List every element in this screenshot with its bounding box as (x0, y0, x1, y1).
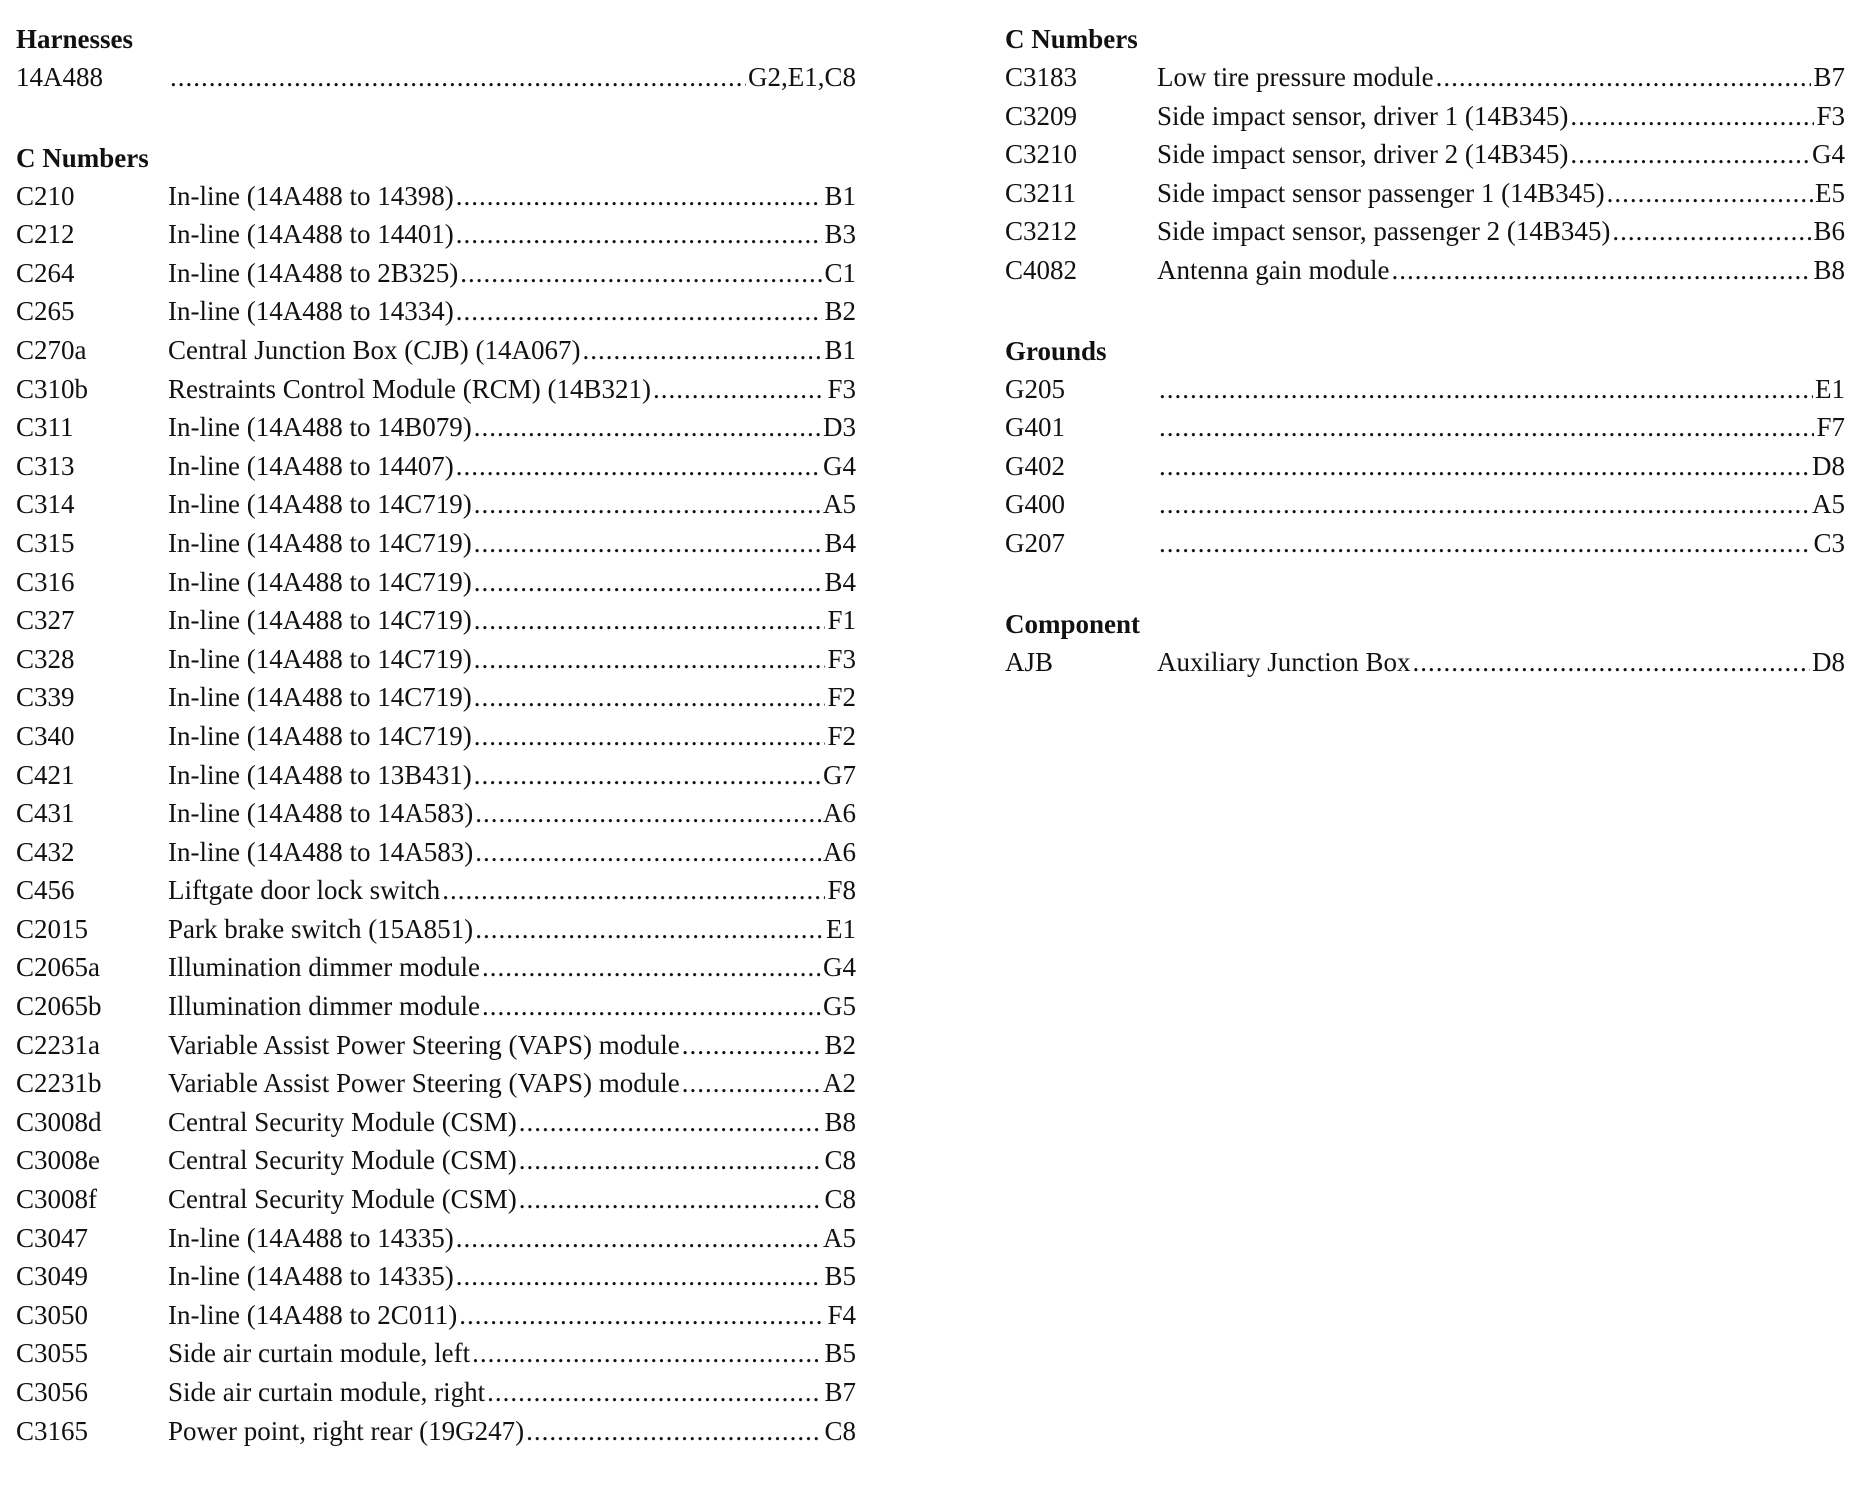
index-row (16, 871, 856, 910)
left-column (16, 20, 856, 1492)
connector-description: In-line (14A488 to 14C719) (168, 566, 472, 597)
grid-location: G5 (823, 991, 856, 1022)
connector-description: Illumination dimmer module (168, 991, 480, 1022)
connector-code: C339 (16, 682, 75, 713)
dot-leader (475, 833, 821, 872)
index-row (16, 524, 856, 563)
index-row (1005, 174, 1845, 213)
grid-location: B7 (824, 1377, 856, 1407)
index-row (1005, 643, 1845, 682)
dot-leader (475, 794, 821, 833)
index-row (16, 1412, 856, 1451)
grid-location: B4 (824, 566, 856, 597)
connector-code: C2231a (16, 1029, 100, 1060)
dot-leader (460, 254, 822, 293)
grid-location: C1 (824, 257, 856, 288)
dot-leader (582, 331, 822, 370)
connector-description: In-line (14A488 to 14407) (168, 450, 454, 481)
connector-description: Power point, right rear (19G247) (168, 1415, 525, 1446)
grid-location: B1 (824, 334, 856, 365)
connector-description: Side impact sensor, driver 2 (14B345) (1157, 139, 1569, 170)
grid-location: B1 (824, 180, 856, 211)
connector-code: C3212 (1005, 216, 1078, 247)
index-row (1005, 97, 1845, 136)
index-row (1005, 370, 1845, 409)
index-row (16, 678, 856, 717)
dot-leader (519, 1141, 823, 1180)
dot-leader (474, 756, 821, 795)
connector-description: In-line (14A488 to 14334) (168, 296, 454, 327)
dot-leader (682, 1026, 823, 1065)
index-row (1005, 58, 1845, 97)
connector-description: Auxiliary Junction Box (1157, 646, 1411, 677)
connector-description: In-line (14A488 to 14B079) (168, 412, 472, 443)
section-title: Grounds (1005, 335, 1107, 366)
section-rows (1005, 58, 1845, 290)
connector-description: Low tire pressure module (1157, 62, 1434, 92)
connector-description: Antenna gain module (1157, 254, 1390, 285)
connector-code: C4082 (1005, 254, 1078, 285)
grid-location: G2,E1,C8 (748, 62, 856, 92)
dot-leader (475, 910, 824, 949)
index-row (16, 1103, 856, 1142)
connector-code: C3165 (16, 1415, 89, 1446)
grid-location: A2 (823, 1068, 856, 1099)
connector-description: Central Security Module (CSM) (168, 1184, 517, 1215)
grid-location: D8 (1812, 646, 1845, 677)
index-row (16, 370, 856, 409)
index-row (1005, 212, 1845, 251)
connector-code: C340 (16, 720, 75, 751)
section-rows (1005, 643, 1845, 682)
index-row (16, 1064, 856, 1103)
connector-code: C264 (16, 257, 75, 288)
grid-location: F7 (1816, 412, 1845, 443)
dot-leader (1159, 524, 1811, 563)
dot-leader (1412, 643, 1810, 682)
connector-code: C3211 (1005, 177, 1077, 208)
grid-location: B7 (1813, 62, 1845, 92)
dot-leader (456, 215, 823, 254)
index-row (1005, 135, 1845, 174)
grid-location: F4 (827, 1299, 856, 1330)
right-column (1005, 20, 1845, 723)
harnesses-section (16, 20, 856, 97)
component-section (1005, 605, 1845, 682)
index-row (16, 1296, 856, 1335)
connector-description: Restraints Control Module (RCM) (14B321) (168, 373, 651, 404)
index-row (16, 833, 856, 872)
index-row (16, 756, 856, 795)
connector-description: In-line (14A488 to 14C719) (168, 605, 472, 636)
grid-location: F3 (1816, 100, 1845, 131)
grid-location: E5 (1815, 177, 1845, 208)
dot-leader (519, 1180, 823, 1219)
grid-location: F2 (827, 720, 856, 751)
connector-description: Central Security Module (CSM) (168, 1145, 517, 1176)
connector-description: Central Junction Box (CJB) (14A067) (168, 334, 581, 365)
grid-location: A5 (1812, 489, 1845, 520)
section-title: C Numbers (16, 142, 149, 173)
grid-location: B5 (824, 1338, 856, 1369)
connector-description: Side air curtain module, right (168, 1377, 486, 1407)
connector-code: C3055 (16, 1338, 89, 1369)
dot-leader (456, 292, 823, 331)
dot-leader (459, 1296, 825, 1335)
dot-leader (474, 717, 826, 756)
connector-code: C456 (16, 875, 75, 906)
dot-leader (456, 177, 823, 216)
dot-leader (1570, 135, 1810, 174)
connector-code: C314 (16, 489, 75, 520)
section-title: Component (1005, 608, 1141, 639)
dot-leader (456, 447, 821, 486)
index-row (16, 987, 856, 1026)
grid-location: B4 (824, 527, 856, 558)
connector-description: Liftgate door lock switch (168, 875, 441, 906)
grid-location: F8 (827, 875, 856, 906)
grid-location: B3 (824, 219, 856, 250)
connector-code: C316 (16, 566, 75, 597)
grid-location: F2 (827, 682, 856, 713)
dot-leader (487, 1373, 822, 1412)
section-rows (16, 58, 856, 97)
connector-description: In-line (14A488 to 14C719) (168, 489, 472, 520)
connector-code: C328 (16, 643, 75, 674)
connector-description: Side impact sensor passenger 1 (14B345) (1157, 177, 1605, 208)
connector-code: C3047 (16, 1222, 89, 1253)
dot-leader (1159, 370, 1813, 409)
index-row (16, 1141, 856, 1180)
connector-code: C210 (16, 180, 75, 211)
index-row (16, 601, 856, 640)
connector-code: C2065a (16, 952, 100, 983)
grid-location: G4 (823, 952, 856, 983)
connector-description: Park brake switch (15A851) (168, 913, 474, 944)
connector-description: In-line (14A488 to 14C719) (168, 720, 472, 751)
dot-leader (519, 1103, 823, 1142)
connector-code: G401 (1005, 412, 1065, 443)
dot-leader (474, 408, 821, 447)
connector-code: C3008e (16, 1145, 100, 1176)
index-row (16, 1026, 856, 1065)
connector-code: C327 (16, 605, 75, 636)
index-row (16, 717, 856, 756)
grid-location: B8 (824, 1106, 856, 1137)
connector-code: C3183 (1005, 62, 1078, 92)
connector-code: C3050 (16, 1299, 89, 1330)
connector-code: C3008f (16, 1184, 97, 1215)
index-row (16, 1180, 856, 1219)
grid-location: A6 (823, 836, 856, 867)
index-row (16, 563, 856, 602)
connector-description: In-line (14A488 to 13B431) (168, 759, 472, 790)
connector-code: C421 (16, 759, 75, 790)
dot-leader (474, 640, 826, 679)
dot-leader (682, 1064, 821, 1103)
index-row (16, 1373, 856, 1412)
connector-description: Side impact sensor, driver 1 (14B345) (1157, 100, 1569, 131)
grid-location: E1 (826, 913, 856, 944)
index-row (16, 408, 856, 447)
dot-leader (1159, 485, 1810, 524)
connector-code: C2065b (16, 991, 102, 1022)
grid-location: F3 (827, 373, 856, 404)
dot-leader (1436, 58, 1812, 97)
connector-code: C432 (16, 836, 75, 867)
index-row (1005, 524, 1845, 563)
connector-description: Illumination dimmer module (168, 952, 480, 983)
index-row (16, 447, 856, 486)
grid-location: A6 (823, 798, 856, 829)
connector-code: C3008d (16, 1106, 102, 1137)
connector-code: C313 (16, 450, 75, 481)
connector-description: In-line (14A488 to 14335) (168, 1222, 454, 1253)
section-title: C Numbers (1005, 24, 1138, 54)
connector-code: G205 (1005, 373, 1065, 404)
connector-description: In-line (14A488 to 14C719) (168, 643, 472, 674)
index-row (16, 485, 856, 524)
dot-leader (1570, 97, 1814, 136)
grid-location: C3 (1813, 527, 1845, 558)
index-row (16, 1257, 856, 1296)
connector-code: C3056 (16, 1377, 89, 1407)
grid-location: G4 (1812, 139, 1845, 170)
index-row (16, 640, 856, 679)
grounds-section (1005, 332, 1845, 563)
grid-location: B2 (824, 296, 856, 327)
index-row (16, 215, 856, 254)
connector-code: G207 (1005, 527, 1065, 558)
grid-location: G4 (823, 450, 856, 481)
grid-location: G7 (823, 759, 856, 790)
connector-description: In-line (14A488 to 14C719) (168, 682, 472, 713)
grid-location: B8 (1813, 254, 1845, 285)
dot-leader (1607, 174, 1813, 213)
connector-description: In-line (14A488 to 14C719) (168, 527, 472, 558)
grid-location: A5 (823, 1222, 856, 1253)
dot-leader (474, 601, 826, 640)
index-row (16, 331, 856, 370)
grid-location: C8 (824, 1415, 856, 1446)
c-numbers-section-right (1005, 20, 1845, 290)
index-row (16, 910, 856, 949)
dot-leader (472, 1334, 822, 1373)
index-row (1005, 408, 1845, 447)
dot-leader (526, 1412, 822, 1451)
dot-leader (474, 563, 823, 602)
grid-location: F1 (827, 605, 856, 636)
connector-code: C212 (16, 219, 75, 250)
dot-leader (456, 1219, 821, 1258)
connector-code: C270a (16, 334, 87, 365)
connector-description: In-line (14A488 to 14A583) (168, 836, 474, 867)
connector-description: Variable Assist Power Steering (VAPS) module (168, 1029, 680, 1060)
c-numbers-section-left (16, 139, 856, 1451)
index-row (16, 254, 856, 293)
dot-leader (474, 485, 821, 524)
dot-leader (170, 58, 746, 97)
connector-description: In-line (14A488 to 2C011) (168, 1299, 458, 1330)
index-row (16, 292, 856, 331)
grid-location: E1 (1815, 373, 1845, 404)
connector-description: Central Security Module (CSM) (168, 1106, 517, 1137)
index-row (16, 794, 856, 833)
connector-code: C315 (16, 527, 75, 558)
dot-leader (474, 678, 826, 717)
connector-description: In-line (14A488 to 14401) (168, 219, 454, 250)
dot-leader (1159, 447, 1810, 486)
index-row (16, 948, 856, 987)
connector-description: In-line (14A488 to 14398) (168, 180, 454, 211)
connector-code: G400 (1005, 489, 1065, 520)
dot-leader (1159, 408, 1814, 447)
index-row (16, 1219, 856, 1258)
connector-code: C3209 (1005, 100, 1078, 131)
dot-leader (442, 871, 825, 910)
section-title: Harnesses (16, 24, 133, 54)
grid-location: D3 (823, 412, 856, 443)
connector-description: Side impact sensor, passenger 2 (14B345) (1157, 216, 1611, 247)
connector-code: G402 (1005, 450, 1065, 481)
connector-code: C3210 (1005, 139, 1078, 170)
grid-location: D8 (1812, 450, 1845, 481)
dot-leader (456, 1257, 823, 1296)
dot-leader (482, 987, 821, 1026)
grid-location: B5 (824, 1261, 856, 1292)
connector-code: AJB (1005, 646, 1054, 677)
connector-code: C3049 (16, 1261, 89, 1292)
dot-leader (482, 948, 821, 987)
dot-leader (653, 370, 825, 409)
index-row (16, 58, 856, 97)
dot-leader (1612, 212, 1811, 251)
dot-leader (1391, 251, 1811, 290)
connector-description: In-line (14A488 to 14335) (168, 1261, 454, 1292)
connector-code: C2015 (16, 913, 89, 944)
section-rows (16, 177, 856, 1451)
connector-description: In-line (14A488 to 14A583) (168, 798, 474, 829)
connector-code: C2231b (16, 1068, 102, 1099)
grid-location: F3 (827, 643, 856, 674)
connector-code: C265 (16, 296, 75, 327)
grid-location: B2 (824, 1029, 856, 1060)
grid-location: C8 (824, 1184, 856, 1215)
index-row (1005, 251, 1845, 290)
grid-location: C8 (824, 1145, 856, 1176)
connector-code: 14A488 (16, 62, 103, 92)
connector-code: C431 (16, 798, 75, 829)
index-row (1005, 447, 1845, 486)
grid-location: A5 (823, 489, 856, 520)
connector-description: Side air curtain module, left (168, 1338, 471, 1369)
connector-description: Variable Assist Power Steering (VAPS) module (168, 1068, 680, 1099)
connector-code: C310b (16, 373, 89, 404)
connector-description: In-line (14A488 to 2B325) (168, 257, 459, 288)
index-row (16, 1334, 856, 1373)
index-row (1005, 485, 1845, 524)
dot-leader (474, 524, 823, 563)
section-rows (1005, 370, 1845, 563)
grid-location: B6 (1813, 216, 1845, 247)
index-row (16, 177, 856, 216)
connector-code: C311 (16, 412, 74, 443)
